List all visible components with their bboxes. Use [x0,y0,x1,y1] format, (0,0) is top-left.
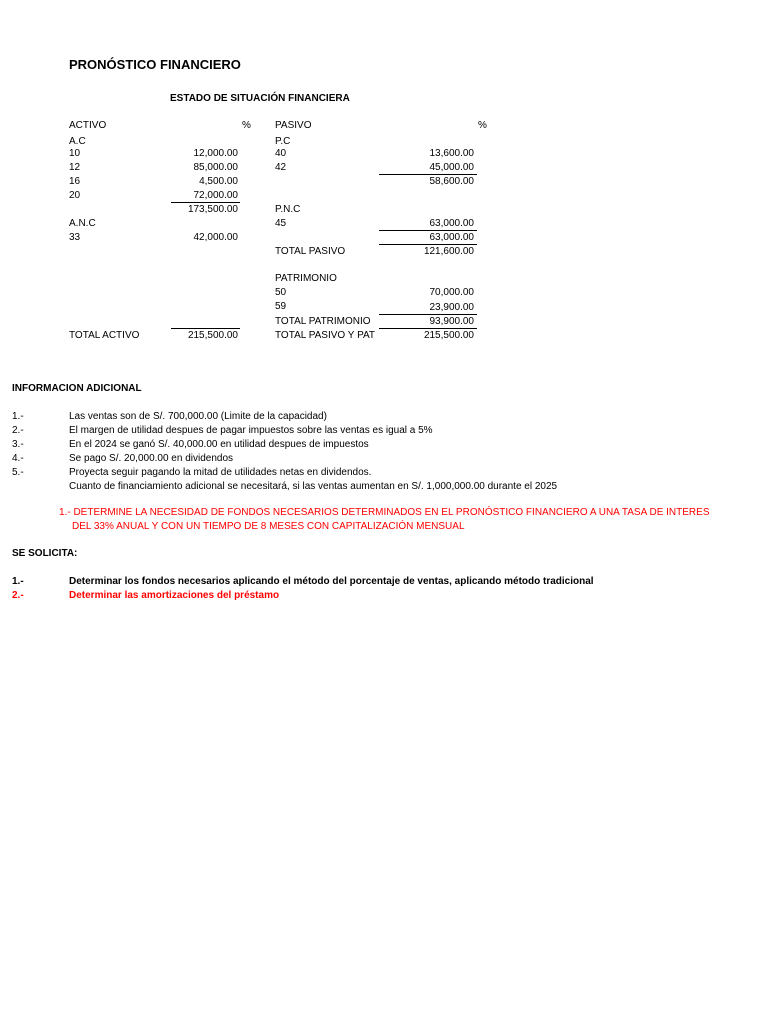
activo-code: 20 [69,190,81,201]
activo-code: 12 [69,162,81,173]
statement-subtitle: ESTADO DE SITUACIÓN FINANCIERA [170,93,350,104]
activo-value: 12,000.00 [193,148,238,159]
grand-total-rule [379,328,477,329]
total-pasivo-pat-value: 215,500.00 [423,330,474,341]
pasivo-value: 13,600.00 [429,148,474,159]
total-pasivo-pat-label: TOTAL PASIVO Y PAT [275,330,376,341]
ac-subtotal-rule [171,202,240,203]
total-patrimonio-label: TOTAL PATRIMONIO [275,316,371,327]
info-item-text: Se pago S/. 20,000.00 en dividendos [69,453,234,464]
info-item-text: Cuanto de financiamiento adicional se necesitará, si las ventas aumentan en S/. 1,000,000.00 durante el 2025 [69,481,558,492]
pnc-code: 45 [275,218,287,229]
info-item-text: El margen de utilidad despues de pagar impuestos sobre las ventas es igual a 5% [69,425,433,436]
activo-value: 4,500.00 [199,176,238,187]
anc-value: 42,000.00 [193,232,238,243]
anc-label: A.N.C [69,218,96,229]
total-pasivo-label: TOTAL PASIVO [275,246,346,257]
ac-subtotal: 173,500.00 [187,204,238,215]
total-patrimonio-rule [379,314,477,315]
pc-label: P.C [275,136,291,147]
page-title: PRONÓSTICO FINANCIERO [69,57,241,72]
info-item-text: Las ventas son de S/. 700,000.00 (Limite de la capacidad) [69,411,327,422]
red-note-line1: 1.- DETERMINE LA NECESIDAD DE FONDOS NECESARIOS DETERMINADOS EN EL PRONÓSTICO FINANCIERO A UNA TASA DE INTERES [59,507,710,518]
pasivo-header: PASIVO [275,120,312,131]
info-item-num: 5.- [12,467,24,478]
activo-code: 10 [69,148,81,159]
total-pasivo-value: 121,600.00 [423,246,474,257]
total-activo-rule [171,328,240,329]
solicita-item-text: Determinar las amortizaciones del préstamo [69,590,280,601]
total-pasivo-rule [379,244,477,245]
activo-value: 85,000.00 [193,162,238,173]
pnc-value: 63,000.00 [429,218,474,229]
solicita-item-text: Determinar los fondos necesarios aplicando el método del porcentaje de ventas, aplicando método tradicional [69,576,594,587]
activo-code: 16 [69,176,81,187]
pnc-subtotal: 63,000.00 [429,232,474,243]
pc-subtotal-rule [379,174,477,175]
pasivo-code: 42 [275,162,287,173]
anc-code: 33 [69,232,81,243]
activo-value: 72,000.00 [193,190,238,201]
info-item-num: 2.- [12,425,24,436]
info-item-num: 1.- [12,411,24,422]
patrimonio-header: PATRIMONIO [275,273,337,284]
info-header: INFORMACION ADICIONAL [12,383,142,394]
total-activo-value: 215,500.00 [187,330,238,341]
ac-label: A.C [69,136,86,147]
patrimonio-value: 23,900.00 [429,302,474,313]
total-patrimonio-value: 93,900.00 [429,316,474,327]
pasivo-code: 40 [275,148,287,159]
pnc-subtotal-rule [379,230,477,231]
pnc-label: P.N.C [275,204,301,215]
pasivo-value: 45,000.00 [429,162,474,173]
patrimonio-value: 70,000.00 [429,287,474,298]
info-item-text: Proyecta seguir pagando la mitad de utilidades netas en dividendos. [69,467,372,478]
patrimonio-code: 50 [275,287,287,298]
info-item-num: 4.- [12,453,24,464]
red-note-line2: DEL 33% ANUAL Y CON UN TIEMPO DE 8 MESES CON CAPITALIZACIÓN MENSUAL [72,521,465,532]
solicita-item-num: 1.- [12,576,24,587]
total-activo-label: TOTAL ACTIVO [69,330,140,341]
solicita-item-num: 2.- [12,590,24,601]
info-item-text: En el 2024 se ganó S/. 40,000.00 en utilidad despues de impuestos [69,439,369,450]
solicita-header: SE SOLICITA: [12,548,78,559]
patrimonio-code: 59 [275,301,287,312]
pasivo-pct-header: % [478,120,487,131]
info-item-num: 3.- [12,439,24,450]
activo-header: ACTIVO [69,120,107,131]
activo-pct-header: % [242,120,251,131]
pc-subtotal: 58,600.00 [429,176,474,187]
